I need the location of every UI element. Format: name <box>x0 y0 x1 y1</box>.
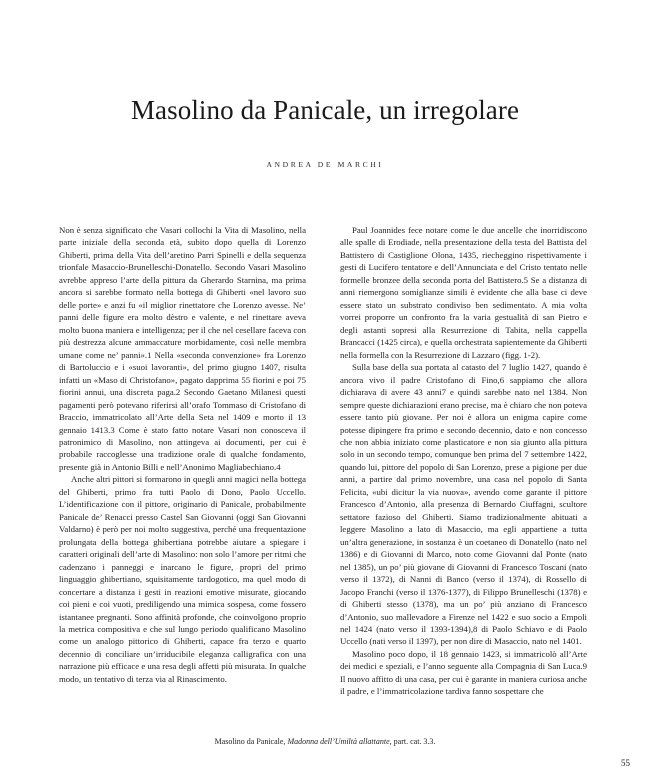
figure-caption <box>0 737 650 747</box>
article-author: ANDREA DE MARCHI <box>266 160 384 169</box>
text-column-right <box>340 224 587 698</box>
caption-work-title: Madonna dell’Umiltà allattante <box>287 737 390 746</box>
paragraph: Non è senza significato che Vasari collochi la Vita di Masolino, nella parte iniziale della seconda età, subito dopo quella di Lorenzo Ghiberti, prima della Vita dell’aretino Parri Spinelli e della sequenza trionfale Masaccio-Brunelleschi-Donatello. Secondo Vasari Masolino avrebbe appreso l’arte della pittura da Gherardo Starnina, ma prima ancora si sarebbe formato nella bottega di Ghiberti «nel lavoro suo delle porte» e anzi fu «il miglior rinettatore che Lorenzo avesse. Ne’ panni delle figure era molto dèstro e valente, e nel rinettare aveva molto buona maniera e intelligenza; per il che nel cesellare faceva con più destrezza alcune ammaccature morbidamente, così nelle membra umane come ne’ panni».1 Nella «seconda convenzione» fra Lorenzo di Bartoluccio e i «suoi lavoranti», del primo giugno 1407, risulta infatti un «Maso di Christofano», pagato dapprima 55 fiorini e poi 75 fiorini annui, una discreta paga.2 Secondo Gaetano Milanesi questi pagamenti però potevano riferirsi all’orafo Tommaso di Cristofano di Braccio, immatricolato all’Arte della Seta nel 1409 e morto il 13 gennaio 1413.3 Come è stato fatto notare Vasari non conosceva il patronimico di Masolino, non attingeva ai documenti, per cui è probabile raccoglesse una tradizione orale di qualche fondamento, presente già in Antonio Billi e nell’Anonimo Magliabechiano.4 <box>59 225 306 472</box>
caption-prefix: Masolino da Panicale, <box>214 737 288 746</box>
paragraph: Masolino poco dopo, il 18 gennaio 1423, si immatricolò all’Arte dei medici e speziali, e l’anno seguente alla Compagnia di San Luca.9 Il nuovo affitto di una casa, per cui è garante in maniera curiosa anche il padre, e l’immatricolazione tardiva fanno sospettare che <box>340 648 587 697</box>
paragraph: Sulla base della sua portata al catasto del 7 luglio 1427, quando è ancora vivo il padre Cristofano di Fino,6 sappiamo che allora dichiarava di avere 43 anni7 e quindi sarebbe nato nel 1384. Non sempre queste dichiarazioni erano precise, ma è chiaro che non poteva essere tanto più giovane. Per noi è allora un enigma capire come potesse dipingere fra primo e secondo decennio, dato e non concesso che non abbia iniziato come plasticatore e non sia giunto alla pittura solo in un secondo tempo, comunque ben prima del 7 settembre 1422, quando lui, pittore del popolo di San Lorenzo, prese a pigione per due anni, a partire dal primo novembre, una casa nel popolo di Santa Felicita, «ubi dicitur la via nuova», avendo come garante il pittore Francesco d’Antonio, alla presenza di Bernardo Ciuffagni, scultore settatore fazioso del Ghiberti. Siamo tradizionalmente abituati a leggere Masolino a lato di Masaccio, ma egli appartiene a tutta un’altra generazione, in sostanza è un coetaneo di Donatello (nato nel 1386) e di Giovanni di Marco, noto come Giovanni dal Ponte (nato nel 1385), un po’ più giovane di Giovanni di Francesco Toscani (nato verso il 1372), di Nanni di Banco (verso il 1374), di Rossello di Jacopo Franchi (verso il 1376-1377), di Filippo Brunelleschi (1378) e di Ghiberti stesso (1378), ma un po’ più anziano di Francesco d’Antonio, suo mallevadore a Firenze nel 1422 e suo socio a Empoli nel 1424 (nato verso il 1393-1394),8 di Paolo Schiavo e di Paolo Uccello (nati verso il 1397), per non dire di Masaccio, nato nel 1401. <box>340 362 587 647</box>
text-column-left <box>59 224 306 685</box>
article-title: Masolino da Panicale, un irregolare <box>130 95 520 125</box>
caption-suffix: , part. cat. 3.3. <box>389 737 436 746</box>
paragraph: Paul Joannides fece notare come le due ancelle che inorridiscono alle spalle di Erodiade, nella presentazione della testa del Battista del Battistero di Castiglione Olona, 1435, riecheggino rispettivamente i gesti di Lucifero tentatore e dell’Annunciata e del Cristo tentato nelle formelle bronzee della seconda porta del Battistero.5 Se a distanza di anni riemergono somiglianze simili è evidente che alla base ci deve essere stato un substrato condiviso ben sedimentato. A mia volta vorrei proporre un confronto fra la varia gestualità di san Pietro e degli astanti sopresi alla Resurrezione di Tabita, nella cappella Brancacci (1425 circa), e quella orchestrata sapientemente da Ghiberti nella formella con la Resurrezione di Lazzaro (figg. 1-2). <box>340 225 587 360</box>
paragraph: Anche altri pittori si formarono in quegli anni magici nella bottega del Ghiberti, primo fra tutti Paolo di Dono, Paolo Uccello. L’identificazione con il pittore, originario di Panicale, probabilmente Panicale de’ Renacci presso Castel San Giovanni (oggi San Giovanni Valdarno) è però per noi molto suggestiva, perché una frequentazione prolungata della bottega ghibertiana potrebbe aiutare a spiegare i caratteri originali dell’arte di Masolino: non solo l’amore per ritmi che cadenzano i panneggi e inarcano le figure, propri del primo linguaggio ghibertiano, squisitamente tardogotico, ma quel modo di concertare a distanza i gesti in reazioni emotive misurate, giocando coi pieni e coi vuoti, prediligendo una mimica sospesa, come fossero istantanee pregnanti. Sono affinità profonde, che coinvolgono proprio la metrica compositiva e che sul lungo periodo qualificano Masolino come un analogo pittorico di Ghiberti, capace fra terzo e quarto decennio di conciliare un’irriducibile eleganza calligrafica con una narrazione più efficace e una resa degli affetti più misurata. In qualche modo, un tentativo di terza via al Rinascimento. <box>59 474 306 684</box>
page-number: 55 <box>621 758 630 768</box>
